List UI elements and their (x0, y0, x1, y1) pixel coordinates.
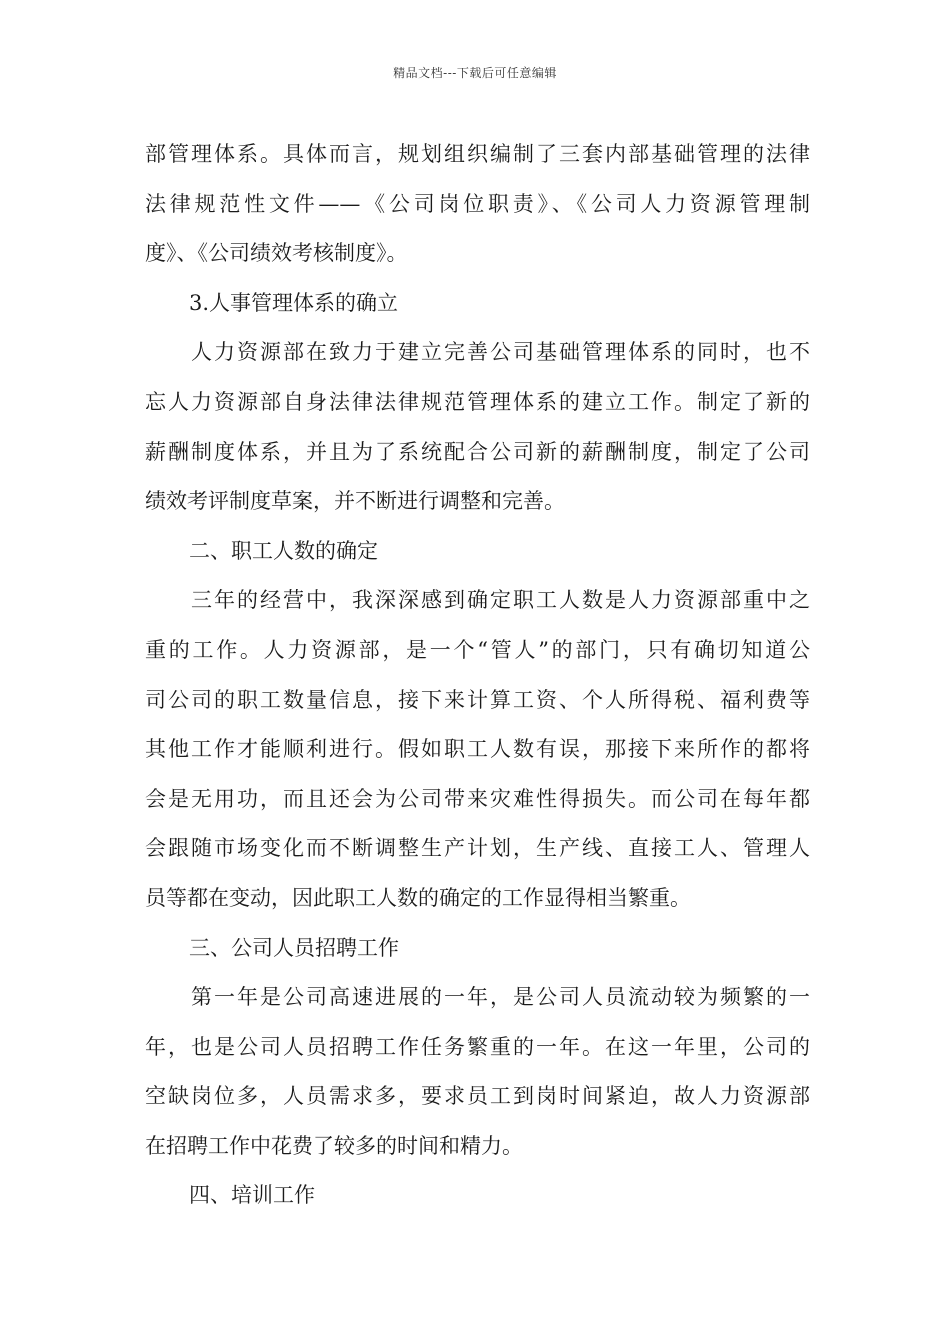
paragraph-line: 忘人力资源部自身法律法律规范管理体系的建立工作。制定了新的 (145, 389, 810, 414)
paragraph-line: 人力资源部在致力于建立完善公司基础管理体系的同时，也不 (191, 340, 810, 365)
section-heading: 四、培训工作 (189, 1183, 315, 1208)
section-heading: 二、职工人数的确定 (189, 538, 378, 563)
document-body (145, 130, 810, 1221)
paragraph-line: 三年的经营中，我深深感到确定职工人数是人力资源部重中之 (191, 588, 810, 613)
paragraph-line: 在招聘工作中花费了较多的时间和精力。 (145, 1133, 523, 1158)
paragraph-line: 薪酬制度体系，并且为了系统配合公司新的薪酬制度，制定了公司 (145, 439, 810, 464)
paragraph-line: 绩效考评制度草案，并不断进行调整和完善。 (145, 489, 565, 514)
paragraph-line: 员等都在变动，因此职工人数的确定的工作显得相当繁重。 (145, 885, 691, 910)
paragraph-line: 其他工作才能顺利进行。假如职工人数有误，那接下来所作的都将 (145, 737, 810, 762)
paragraph-line: 法律规范性文件——《公司岗位职责》、《公司人力资源管理制 (145, 191, 810, 216)
paragraph-line: 年，也是公司人员招聘工作任务繁重的一年。在这一年里，公司的 (145, 1034, 810, 1059)
section-heading: 三、公司人员招聘工作 (189, 935, 399, 960)
section-heading: 3.人事管理体系的确立 (189, 290, 399, 315)
paragraph-line: 空缺岗位多，人员需求多，要求员工到岗时间紧迫，故人力资源部 (145, 1084, 810, 1109)
paragraph-line: 度》、《公司绩效考核制度》。 (145, 241, 408, 266)
paragraph-line: 部管理体系。具体而言，规划组织编制了三套内部基础管理的法律 (145, 142, 810, 166)
paragraph-line: 司公司的职工数量信息，接下来计算工资、个人所得税、福利费等 (145, 687, 810, 712)
paragraph-line: 会是无用功，而且还会为公司带来灾难性得损失。而公司在每年都 (145, 786, 810, 811)
paragraph-line: 重的工作。人力资源部，是一个“管人”的部门，只有确切知道公 (145, 637, 810, 662)
paragraph-line: 第一年是公司高速进展的一年，是公司人员流动较为频繁的一 (191, 985, 810, 1010)
page-header: 精品文档---下载后可任意编辑 (393, 66, 557, 80)
paragraph-line: 会跟随市场变化而不断调整生产计划，生产线、直接工人、管理人 (145, 836, 810, 861)
